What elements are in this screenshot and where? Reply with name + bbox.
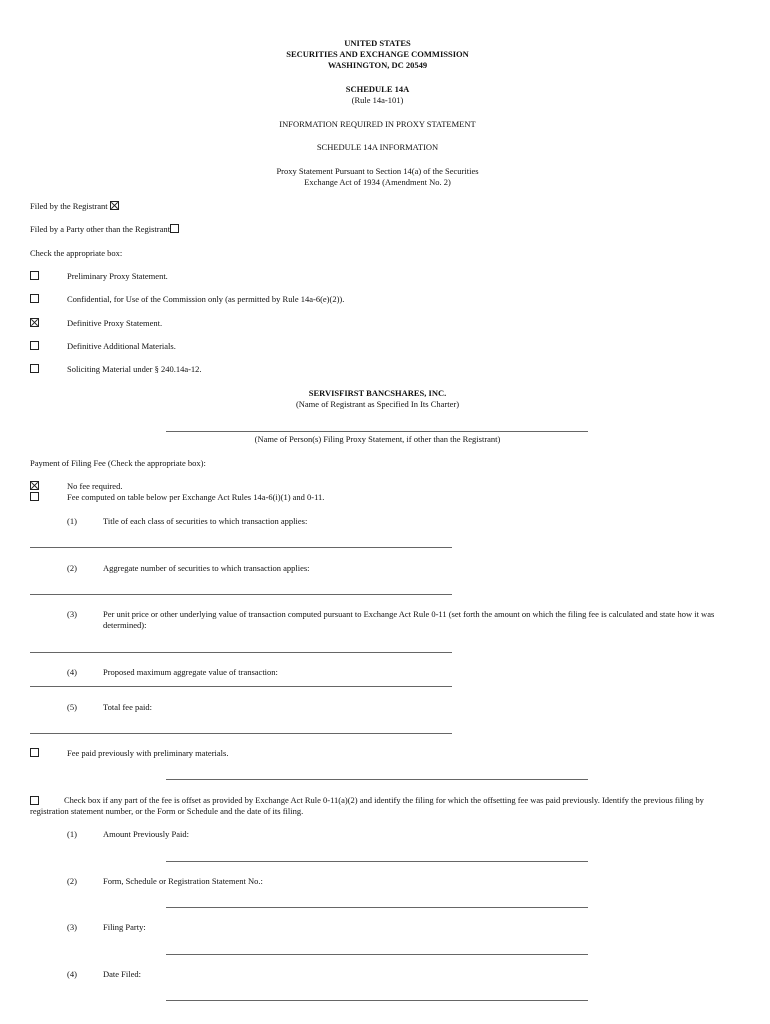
no-fee-label: No fee required. (67, 481, 123, 491)
offset-item-text: Amount Previously Paid: (103, 829, 189, 839)
fee-offset-checkbox[interactable] (30, 796, 39, 805)
filed-by-registrant (30, 201, 119, 212)
option-row (30, 294, 39, 305)
schedule-rule: (Rule 14a-101) (351, 95, 404, 105)
option-checkbox[interactable] (30, 294, 39, 303)
fee-item-text: Total fee paid: (103, 702, 152, 712)
offset-item-answer-line[interactable] (166, 954, 588, 955)
option-label: Definitive Proxy Statement. (67, 318, 163, 328)
option-row (30, 271, 39, 282)
fee-item-number: (5) (67, 702, 77, 712)
offset-item-text: Filing Party: (103, 922, 146, 932)
fee-item-text: Per unit price or other underlying value of transaction computed pursuant to Exchange Act Rule 0-11 (set forth the amount on which the filing fee is calculated and state how it was determined): (103, 609, 715, 630)
pursuant-line-2: Exchange Act of 1934 (Amendment No. 2) (304, 177, 451, 187)
fee-item-number: (4) (67, 667, 77, 677)
option-row (30, 364, 39, 375)
offset-item-text: Date Filed: (103, 969, 142, 979)
filed-by-other-party-label: Filed by a Party other than the Registrant (30, 224, 170, 234)
option-label: Definitive Additional Materials. (67, 341, 176, 351)
fee-heading: Payment of Filing Fee (Check the appropriate box): (30, 458, 206, 468)
option-row (30, 341, 39, 352)
filed-by-other-party-checkbox[interactable] (170, 224, 179, 233)
fee-paid-previously-label: Fee paid previously with preliminary materials. (67, 748, 229, 758)
option-checkbox[interactable] (30, 341, 39, 350)
filer-name-caption: (Name of Person(s) Filing Proxy Statement, if other than the Registrant) (254, 434, 501, 444)
option-checkbox[interactable] (30, 364, 39, 373)
offset-item-text: Form, Schedule or Registration Statement No.: (103, 876, 263, 886)
fee-computed-row (30, 492, 39, 503)
offset-item-answer-line[interactable] (166, 1000, 588, 1001)
fee-item-text: Proposed maximum aggregate value of transaction: (103, 667, 278, 677)
fee-item-answer-line[interactable] (30, 652, 452, 653)
fee-offset-label: Check box if any part of the fee is offset as provided by Exchange Act Rule 0-11(a)(2) and identify the filing for which the offsetting fee was paid previously. Identify the previous filing by registration statement number, or the Form or Schedule and the date of its filing. (30, 795, 704, 816)
fee-item-text: Title of each class of securities to which transaction applies: (103, 516, 308, 526)
filed-by-registrant-checkbox[interactable] (110, 201, 119, 210)
pursuant-line-1: Proxy Statement Pursuant to Section 14(a) of the Securities (276, 166, 479, 176)
fee-item-number: (3) (67, 609, 77, 619)
fee-paid-previously-row (30, 748, 39, 759)
offset-item-number: (3) (67, 922, 77, 932)
option-label: Confidential, for Use of the Commission only (as permitted by Rule 14a-6(e)(2)). (67, 294, 345, 304)
schedule-title: SCHEDULE 14A (345, 84, 410, 94)
filer-name-line[interactable] (166, 431, 588, 432)
fee-offset-paragraph (30, 795, 730, 816)
offset-item-number: (1) (67, 829, 77, 839)
option-row (30, 318, 39, 329)
agency-country: UNITED STATES (344, 38, 411, 48)
offset-item-number: (2) (67, 876, 77, 886)
offset-item-number: (4) (67, 969, 77, 979)
agency-location: WASHINGTON, DC 20549 (327, 60, 428, 70)
check-box-prompt: Check the appropriate box: (30, 248, 123, 258)
fee-item-answer-line[interactable] (30, 733, 452, 734)
schedule-info-heading: SCHEDULE 14A INFORMATION (316, 142, 439, 152)
info-required-heading: INFORMATION REQUIRED IN PROXY STATEMENT (279, 119, 476, 129)
option-checkbox[interactable] (30, 318, 39, 327)
option-label: Preliminary Proxy Statement. (67, 271, 168, 281)
fee-item-answer-line[interactable] (30, 686, 452, 687)
fee-item-text: Aggregate number of securities to which transaction applies: (103, 563, 310, 573)
no-fee-row (30, 481, 39, 492)
fee-paid-previously-checkbox[interactable] (30, 748, 39, 757)
offset-item-answer-line[interactable] (166, 861, 588, 862)
option-label: Soliciting Material under § 240.14a-12. (67, 364, 202, 374)
fee-item-answer-line[interactable] (30, 547, 452, 548)
fee-item-number: (2) (67, 563, 77, 573)
option-checkbox[interactable] (30, 271, 39, 280)
fee-paid-previously-line[interactable] (166, 779, 588, 780)
agency-name: SECURITIES AND EXCHANGE COMMISSION (286, 49, 469, 59)
fee-computed-checkbox[interactable] (30, 492, 39, 501)
fee-item-number: (1) (67, 516, 77, 526)
filed-by-other-party (30, 224, 179, 235)
no-fee-checkbox[interactable] (30, 481, 39, 490)
filed-by-registrant-label: Filed by the Registrant (30, 201, 108, 211)
fee-computed-label: Fee computed on table below per Exchange Act Rules 14a-6(i)(1) and 0-11. (67, 492, 325, 502)
registrant-name-caption: (Name of Registrant as Specified In Its Charter) (295, 399, 460, 409)
registrant-name: SERVISFIRST BANCSHARES, INC. (308, 388, 447, 398)
fee-item-answer-line[interactable] (30, 594, 452, 595)
offset-item-answer-line[interactable] (166, 907, 588, 908)
